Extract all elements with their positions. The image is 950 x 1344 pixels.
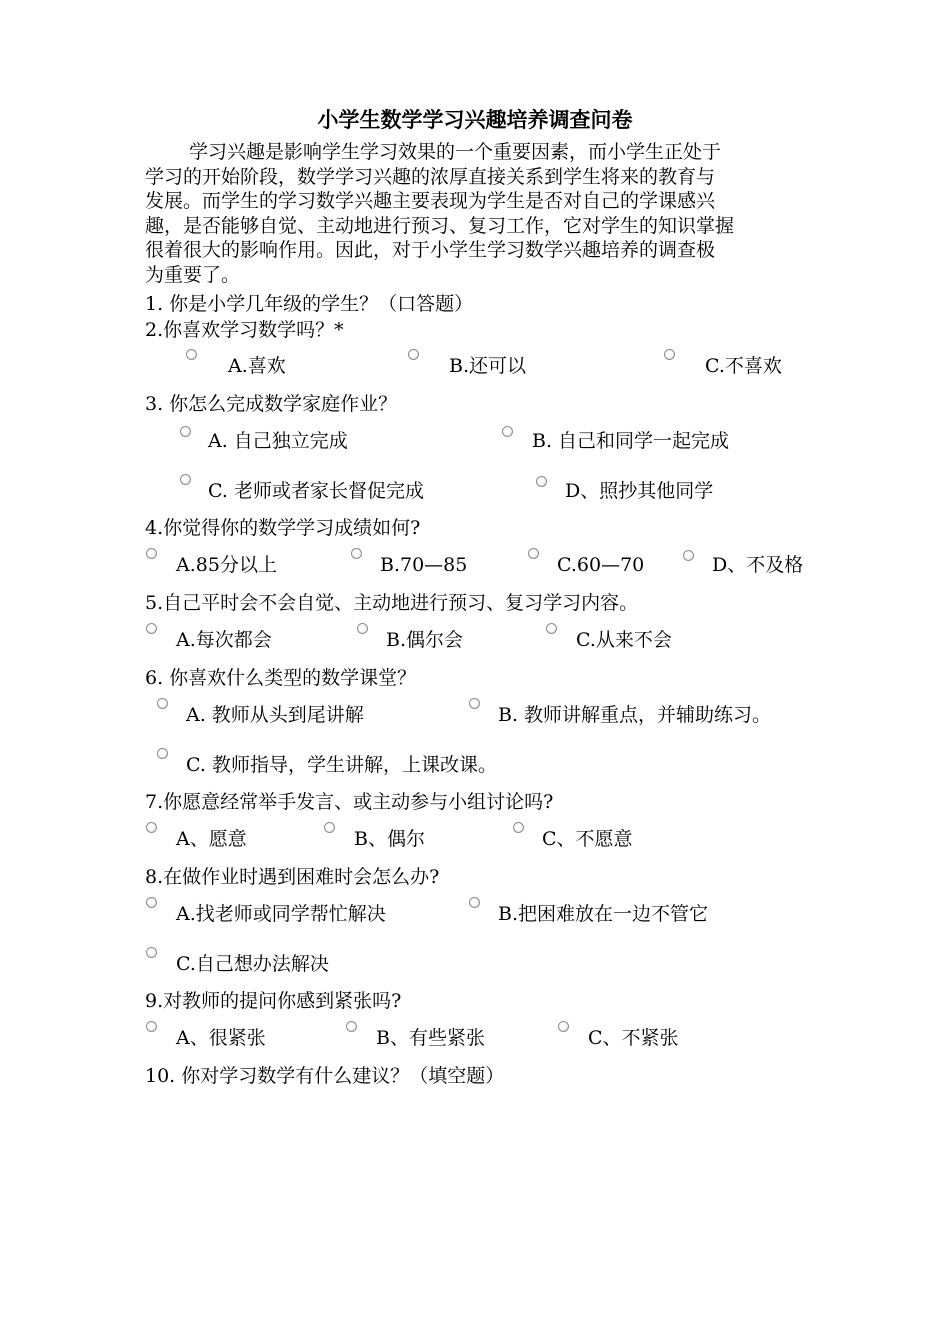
- q8-option-c-radio-icon[interactable]: [146, 947, 157, 958]
- q3-option-c-radio-icon[interactable]: [180, 474, 191, 485]
- q7-option-a-label: A、愿意: [176, 828, 247, 850]
- q7-option-a-radio-icon[interactable]: [146, 822, 157, 833]
- question-4: 4.你觉得你的数学学习成绩如何?: [145, 517, 421, 539]
- q3-option-c-label: C. 老师或者家长督促完成: [208, 480, 424, 502]
- q2-option-b-radio-icon[interactable]: [408, 349, 419, 360]
- q2-option-b-label: B.还可以: [449, 355, 527, 377]
- q5-option-c-radio-icon[interactable]: [546, 623, 557, 634]
- q6-option-a-radio-icon[interactable]: [157, 698, 168, 709]
- question-6: 6. 你喜欢什么类型的数学课堂？: [145, 667, 417, 689]
- q3-option-d-label: D、照抄其他同学: [565, 480, 714, 502]
- question-3: 3. 你怎么完成数学家庭作业？: [145, 393, 398, 415]
- q8-option-b-radio-icon[interactable]: [469, 897, 480, 908]
- q5-option-a-label: A.每次都会: [176, 629, 272, 651]
- q6-option-b-label: B. 教师讲解重点，并辅助练习。: [498, 704, 772, 726]
- q6-option-c-label: C. 教师指导，学生讲解，上课改课。: [186, 754, 497, 776]
- q7-option-c-radio-icon[interactable]: [513, 822, 524, 833]
- q9-option-a-radio-icon[interactable]: [146, 1021, 157, 1032]
- q7-option-b-label: B、偶尔: [354, 828, 425, 850]
- q6-option-c-radio-icon[interactable]: [157, 748, 168, 759]
- intro-line: 为重要了。: [145, 263, 241, 286]
- q9-option-c-label: C、不紧张: [588, 1027, 679, 1049]
- question-8: 8.在做作业时遇到困难时会怎么办?: [145, 866, 440, 888]
- q4-option-a-label: A.85分以上: [176, 554, 277, 576]
- question-1: 1. 你是小学几年级的学生？（口答题）: [145, 293, 474, 315]
- intro-paragraph: [145, 140, 807, 287]
- q2-option-a-label: A.喜欢: [228, 355, 286, 377]
- q2-option-a-radio-icon[interactable]: [186, 349, 197, 360]
- question-7: 7.你愿意经常举手发言、或主动参与小组讨论吗?: [145, 791, 554, 813]
- q2-option-c-label: C.不喜欢: [705, 355, 782, 377]
- q4-option-b-label: B.70—85: [380, 554, 468, 576]
- intro-line: 学习的开始阶段，数学学习兴趣的浓厚直接关系到学生将来的教育与: [145, 165, 716, 188]
- q5-option-b-radio-icon[interactable]: [357, 623, 368, 634]
- question-2: 2.你喜欢学习数学吗？*: [145, 319, 344, 341]
- q3-option-a-label: A. 自己独立完成: [208, 430, 348, 452]
- intro-line: 学习兴趣是影响学生学习效果的一个重要因素，而小学生正处于: [189, 141, 722, 163]
- q3-option-b-label: B. 自己和同学一起完成: [532, 430, 730, 452]
- q4-option-b-radio-icon[interactable]: [351, 548, 362, 559]
- q3-option-d-radio-icon[interactable]: [536, 476, 547, 487]
- q5-option-b-label: B.偶尔会: [386, 629, 464, 651]
- q6-option-a-label: A. 教师从头到尾讲解: [186, 704, 364, 726]
- q5-option-c-label: C.从来不会: [576, 629, 672, 651]
- q9-option-b-radio-icon[interactable]: [346, 1021, 357, 1032]
- q8-option-a-radio-icon[interactable]: [146, 897, 157, 908]
- intro-line: 趣，是否能够自觉、主动地进行预习、复习工作，它对学生的知识掌握: [145, 214, 735, 237]
- q4-option-c-label: C.60—70: [557, 554, 645, 576]
- question-10: 10. 你对学习数学有什么建议？（填空题）: [145, 1065, 505, 1087]
- q9-option-b-label: B、有些紧张: [376, 1027, 485, 1049]
- q4-option-d-radio-icon[interactable]: [683, 550, 694, 561]
- q5-option-a-radio-icon[interactable]: [146, 623, 157, 634]
- q4-option-d-label: D、不及格: [712, 554, 804, 576]
- page-title: 小学生数学学习兴趣培养调查问卷: [317, 108, 633, 132]
- q4-option-c-radio-icon[interactable]: [528, 548, 539, 559]
- q3-option-b-radio-icon[interactable]: [502, 426, 513, 437]
- q4-option-a-radio-icon[interactable]: [146, 548, 157, 559]
- q9-option-a-label: A、很紧张: [176, 1027, 266, 1049]
- q3-option-a-radio-icon[interactable]: [180, 426, 191, 437]
- question-5: 5.自己平时会不会自觉、主动地进行预习、复习学习内容。: [145, 592, 639, 614]
- intro-line: 发展。而学生的学习数学兴趣主要表现为学生是否对自己的学课感兴: [145, 190, 716, 212]
- intro-line: 很着很大的影响作用。因此，对于小学生学习数学兴趣培养的调查极: [145, 239, 716, 261]
- question-9: 9.对教师的提问你感到紧张吗?: [145, 990, 402, 1012]
- q2-option-c-radio-icon[interactable]: [664, 349, 675, 360]
- q8-option-c-label: C.自己想办法解决: [176, 953, 329, 975]
- q8-option-a-label: A.找老师或同学帮忙解决: [176, 903, 386, 925]
- q7-option-b-radio-icon[interactable]: [324, 822, 335, 833]
- q8-option-b-label: B.把困难放在一边不管它: [498, 903, 709, 925]
- q7-option-c-label: C、不愿意: [542, 828, 633, 850]
- q6-option-b-radio-icon[interactable]: [469, 698, 480, 709]
- q9-option-c-radio-icon[interactable]: [558, 1021, 569, 1032]
